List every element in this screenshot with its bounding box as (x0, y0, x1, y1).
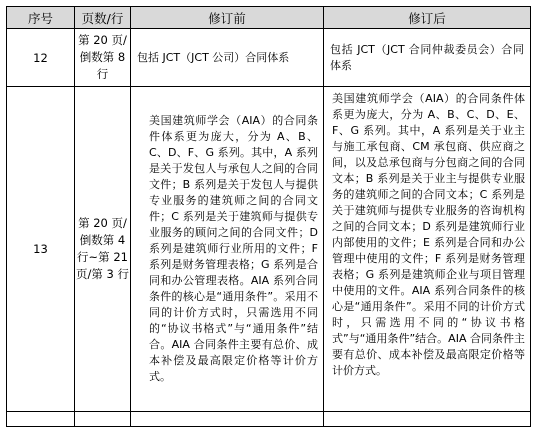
before-paragraph: 包括 JCT（JCT 公司）合同体系 (137, 50, 290, 64)
row-number: 12 (7, 29, 75, 87)
row-before-text (131, 412, 324, 427)
row-number: 13 (7, 87, 75, 412)
row-before-text (131, 29, 324, 87)
errata-table (6, 6, 531, 427)
header-row (7, 7, 531, 29)
row-page-line: 第 20 页/倒数第 4 行~第 21 页/第 3 行 (75, 87, 131, 412)
row-number (7, 412, 75, 427)
table-row (7, 412, 531, 427)
table-row (7, 29, 531, 87)
before-paragraph: 美国建筑师学会（AIA）的合同条件体系更为庞大，分为 A、B、C、D、F、G 系列。其中，A 系列是关于发包人与承包人之间的合同文件；B 系列是关于发包人与提供专业服务的建筑师之间的合同文件；C 系列是关于建筑师与提供专业服务的顾问之间的合同文件；D 系列是建筑师行业所用的文件；F 系列是财务管理表格；G 系列是合同和办公管理表格。AIA 系列合同条件的核心是“通用条件”。采用不同的计价方式时，只需选用不同的“协议书格式”与“通用条件”结合。AIA 合同条件主要有总价、成本补偿及最高限定价格等计价方式。 (149, 114, 318, 383)
row-page-line: 第 20 页/倒数第 8 行 (75, 29, 131, 87)
header-after: 修订后 (324, 7, 531, 29)
after-paragraph: 包括 JCT（JCT 合同仲裁委员会）合同体系 (330, 42, 524, 72)
row-after-text (324, 412, 531, 427)
header-before: 修订前 (131, 7, 324, 29)
table-row (7, 87, 531, 412)
row-before-text (131, 87, 324, 412)
row-after-text (324, 87, 531, 412)
after-paragraph: 美国建筑师学会（AIA）的合同条件体系更为庞大，分为 A、B、C、D、E、F、G 系列。其中，A 系列是关于业主与施工承包商、CM 承包商、供应商之间，以及总承包商与分包商之间的合同文本；B 系列是关于业主与提供专业服务的建筑师之间的合同文本；C 系列是关于建筑师与提供专业服务的咨询机构之间的合同文本；D 系列是建筑师行业内部使用的文件；E 系列是合同和办公管理中使用的文件；F 系列是财务管理表格；G 系列是建筑师企业与项目管理中使用的文件。AIA 系列合同条件的核心是“通用条件”。采用不同的计价方式时，只需选用不同的“协议书格式”与“通用条件”结合。AIA 合同条件主要有总价、成本补偿及最高限定价格等计价方式。 (332, 92, 525, 377)
row-after-text (324, 29, 531, 87)
row-page-line (75, 412, 131, 427)
header-page-line: 页数/行 (75, 7, 131, 29)
header-no: 序号 (7, 7, 75, 29)
